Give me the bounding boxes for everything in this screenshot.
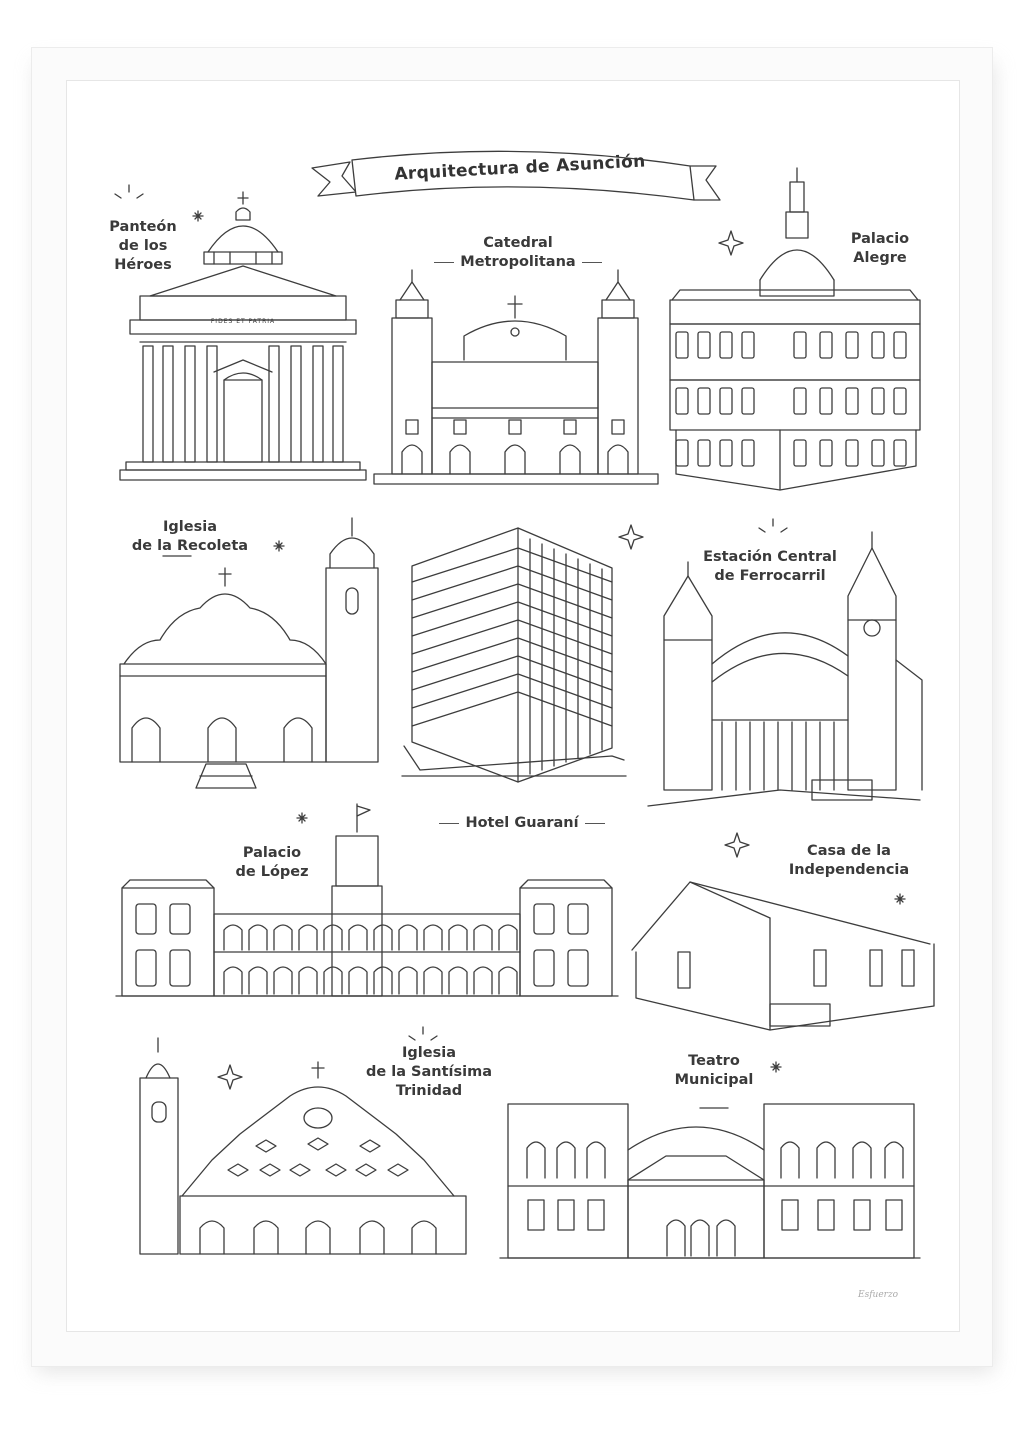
- palacio-alegre-windows: [676, 332, 906, 466]
- label-casa-line2: Independencia: [788, 862, 910, 878]
- label-estacion: [690, 548, 850, 586]
- teatro-municipal-drawing: [500, 1104, 920, 1258]
- hotel-floor-line: [412, 656, 518, 690]
- teatro-windows: [527, 1142, 903, 1256]
- panteon-frieze-text: FIDES ET PATRIA: [210, 318, 276, 325]
- trinidad-diamond: [326, 1164, 346, 1176]
- palacio-alegre-window: [894, 332, 906, 358]
- teatro-lower-window: [818, 1200, 834, 1230]
- label-casa-independencia: [782, 842, 916, 880]
- palacio-alegre-window: [676, 440, 688, 466]
- palacio-alegre-window: [820, 388, 832, 414]
- label-recoleta-line1: Iglesia: [163, 519, 217, 535]
- palacio-alegre-window: [698, 332, 710, 358]
- label-teatro-line1: Teatro: [688, 1053, 740, 1069]
- palacio-alegre-drawing: [670, 168, 920, 490]
- panteon-column: [269, 346, 279, 462]
- trinidad-diamond: [356, 1164, 376, 1176]
- teatro-lower-window: [782, 1200, 798, 1230]
- recoleta-arch: [208, 718, 236, 762]
- palacio-alegre-window: [794, 332, 806, 358]
- lopez-arch-upper: [449, 925, 467, 950]
- palacio-alegre-window: [846, 388, 858, 414]
- trinidad-diamond: [228, 1164, 248, 1176]
- trinidad-diamond: [256, 1140, 276, 1152]
- panteon-column: [185, 346, 195, 462]
- palacio-alegre-window: [720, 388, 732, 414]
- lopez-wing-window: [170, 904, 190, 934]
- palacio-alegre-window: [676, 388, 688, 414]
- label-recoleta: [120, 518, 260, 556]
- casa-window: [870, 950, 882, 986]
- palacio-alegre-window: [872, 332, 884, 358]
- lopez-arch-lower: [474, 967, 492, 994]
- hotel-floor-line: [412, 692, 518, 726]
- label-trinidad-line3: Trinidad: [395, 1083, 463, 1099]
- hotel-floor-line: [412, 584, 518, 618]
- lopez-arch-upper: [374, 925, 392, 950]
- hotel-floor-line: [412, 566, 518, 600]
- label-catedral-line2-text: Metropolitana: [460, 254, 576, 270]
- hotel-floor-line: [518, 638, 612, 672]
- lopez-arch-upper: [299, 925, 317, 950]
- lopez-wing-window: [568, 904, 588, 934]
- poster-title: Arquitectura de Asunción: [393, 151, 647, 185]
- lopez-arch-lower: [374, 967, 392, 994]
- palacio-alegre-window: [698, 440, 710, 466]
- lopez-arch-lower: [249, 967, 267, 994]
- label-teatro-line2: Municipal: [674, 1072, 754, 1088]
- panteon-column: [333, 346, 343, 462]
- trinidad-arch: [254, 1221, 278, 1254]
- hotel-floor-line: [518, 692, 612, 726]
- casa-window: [902, 950, 914, 986]
- teatro-window: [853, 1142, 871, 1178]
- teatro-window: [885, 1142, 903, 1178]
- label-trinidad-line1: Iglesia: [402, 1045, 456, 1061]
- hotel-guarani-grid: [412, 539, 612, 774]
- lopez-arch-lower: [274, 967, 292, 994]
- teatro-lower-window: [528, 1200, 544, 1230]
- teatro-lower-window: [588, 1200, 604, 1230]
- lopez-arch-upper: [224, 925, 242, 950]
- palacio-alegre-window: [720, 332, 732, 358]
- hotel-floor-line: [518, 584, 612, 618]
- artist-signature: Esfuerzo: [858, 1290, 899, 1300]
- lopez-arch-lower: [224, 967, 242, 994]
- palacio-alegre-window: [846, 332, 858, 358]
- lopez-arch-lower: [449, 967, 467, 994]
- teatro-window: [527, 1142, 545, 1178]
- palacio-alegre-window: [794, 440, 806, 466]
- trinidad-diamond: [260, 1164, 280, 1176]
- catedral-arches: [402, 420, 628, 474]
- teatro-door: [691, 1220, 709, 1256]
- teatro-door: [717, 1220, 735, 1256]
- lopez-arch-lower: [424, 967, 442, 994]
- lopez-arch-lower: [349, 967, 367, 994]
- label-panteon: [96, 218, 190, 275]
- hotel-floor-line: [412, 674, 518, 708]
- trinidad-arch: [306, 1221, 330, 1254]
- palacio-alegre-window: [820, 332, 832, 358]
- teatro-window: [587, 1142, 605, 1178]
- label-catedral-line1: Catedral: [483, 235, 553, 251]
- catedral-arch: [402, 445, 422, 474]
- hotel-floor-line: [412, 602, 518, 636]
- label-panteon-line3: Héroes: [114, 257, 172, 273]
- lopez-arch-upper: [249, 925, 267, 950]
- lopez-arch-upper: [474, 925, 492, 950]
- palacio-alegre-window: [742, 332, 754, 358]
- label-catedral-line2: [420, 253, 616, 272]
- palacio-alegre-window: [820, 440, 832, 466]
- label-palacio-lopez-line1: Palacio: [242, 845, 302, 861]
- hotel-floor-line: [518, 602, 612, 636]
- trinidad-arch: [360, 1221, 384, 1254]
- panteon-column: [313, 346, 323, 462]
- palacio-alegre-window: [742, 388, 754, 414]
- teatro-window: [817, 1142, 835, 1178]
- palacio-alegre-window: [894, 440, 906, 466]
- teatro-lower-window: [558, 1200, 574, 1230]
- catedral-arch: [505, 445, 525, 474]
- palacio-alegre-window: [794, 388, 806, 414]
- label-panteon-line2: de los: [118, 238, 168, 254]
- catedral-window: [454, 420, 466, 434]
- label-trinidad-line2: de la Santísima: [365, 1064, 492, 1080]
- label-palacio-lopez-line2: de López: [235, 864, 309, 880]
- lopez-arch-lower: [499, 967, 517, 994]
- palacio-alegre-window: [720, 440, 732, 466]
- lopez-arch-lower: [324, 967, 342, 994]
- catedral-drawing: [374, 270, 658, 484]
- hotel-floor-line: [518, 674, 612, 708]
- label-estacion-line1: Estación Central: [703, 549, 837, 565]
- label-recoleta-line2: de la Recoleta: [131, 538, 249, 554]
- palacio-alegre-window: [742, 440, 754, 466]
- lopez-wing-window: [534, 950, 554, 986]
- palacio-alegre-window: [872, 388, 884, 414]
- teatro-lower-window: [886, 1200, 902, 1230]
- catedral-arch: [608, 445, 628, 474]
- lopez-arch-upper: [424, 925, 442, 950]
- hotel-floor-line: [518, 566, 612, 600]
- lopez-arch-upper: [399, 925, 417, 950]
- catedral-window: [406, 420, 418, 434]
- panteon-columns: [143, 346, 343, 462]
- label-palacio-alegre: [828, 230, 932, 268]
- catedral-arch: [560, 445, 580, 474]
- casa-windows: [678, 950, 914, 988]
- teatro-window: [781, 1142, 799, 1178]
- panteon-column: [163, 346, 173, 462]
- palacio-alegre-window: [676, 332, 688, 358]
- hotel-guarani-drawing: [402, 528, 626, 782]
- recoleta-arch: [284, 718, 312, 762]
- label-casa-line1: Casa de la: [807, 843, 891, 859]
- panteon-column: [207, 346, 217, 462]
- trinidad-diamond: [388, 1164, 408, 1176]
- label-trinidad: [356, 1044, 502, 1101]
- trinidad-arch: [412, 1221, 436, 1254]
- label-panteon-line1: Panteón: [109, 219, 177, 235]
- hotel-floor-line: [412, 638, 518, 672]
- lopez-wing-window: [136, 904, 156, 934]
- hotel-floor-line: [412, 620, 518, 654]
- palacio-alegre-window: [872, 440, 884, 466]
- catedral-window: [509, 420, 521, 434]
- palacio-alegre-window: [894, 388, 906, 414]
- recoleta-arches: [132, 718, 312, 762]
- trinidad-diamond: [360, 1140, 380, 1152]
- casa-window: [814, 950, 826, 986]
- label-catedral: [420, 234, 616, 272]
- lopez-arch-lower: [399, 967, 417, 994]
- trinidad-diamond: [308, 1138, 328, 1150]
- trinidad-diamond: [290, 1164, 310, 1176]
- label-palacio-alegre-line1: Palacio: [850, 231, 910, 247]
- catedral-window: [612, 420, 624, 434]
- casa-window: [678, 952, 690, 988]
- palacio-alegre-window: [846, 440, 858, 466]
- hotel-floor-line: [412, 548, 518, 582]
- trinidad-arch: [200, 1221, 224, 1254]
- label-teatro-municipal: [660, 1052, 768, 1090]
- label-estacion-line2: de Ferrocarril: [714, 568, 826, 584]
- recoleta-drawing: [120, 518, 378, 788]
- hotel-floor-line: [518, 548, 612, 582]
- label-palacio-alegre-line2: Alegre: [853, 250, 907, 266]
- lopez-arch-lower: [299, 967, 317, 994]
- lopez-arch-upper: [274, 925, 292, 950]
- lopez-arch-upper: [499, 925, 517, 950]
- lopez-wing-window: [170, 950, 190, 986]
- lopez-wing-window: [568, 950, 588, 986]
- label-hotel-guarani: [422, 814, 622, 833]
- catedral-arch: [450, 445, 470, 474]
- teatro-lower-window: [854, 1200, 870, 1230]
- panteon-column: [143, 346, 153, 462]
- hotel-floor-line: [518, 656, 612, 690]
- palacio-alegre-window: [698, 388, 710, 414]
- recoleta-arch: [132, 718, 160, 762]
- catedral-window: [564, 420, 576, 434]
- hotel-floor-line: [518, 620, 612, 654]
- teatro-window: [557, 1142, 575, 1178]
- casa-independencia-drawing: [632, 882, 934, 1030]
- lopez-arch-upper: [349, 925, 367, 950]
- teatro-door: [667, 1220, 685, 1256]
- label-hotel-guarani-text: Hotel Guaraní: [465, 815, 579, 831]
- lopez-wing-window: [136, 950, 156, 986]
- lopez-arch-upper: [324, 925, 342, 950]
- lopez-wing-window: [534, 904, 554, 934]
- panteon-column: [291, 346, 301, 462]
- label-palacio-lopez: [224, 844, 320, 882]
